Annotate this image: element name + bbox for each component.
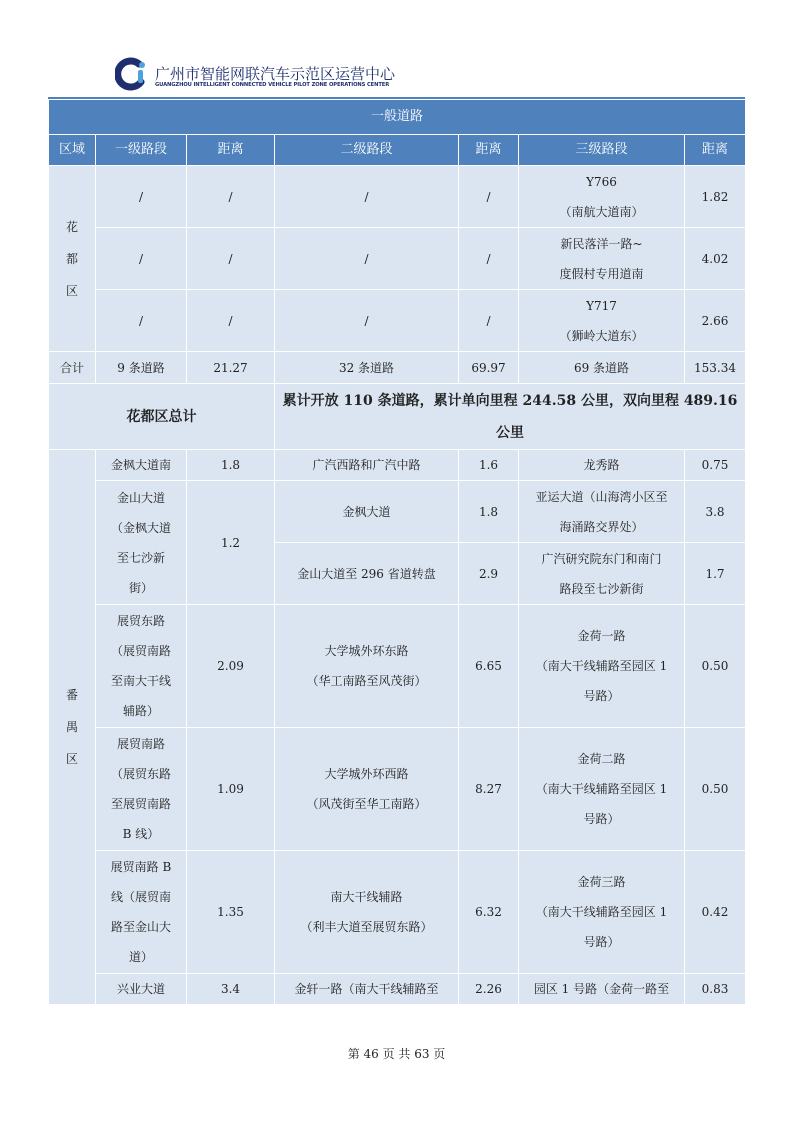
line: 广汽研究院东门和南门	[541, 551, 662, 566]
table-row	[49, 974, 746, 1005]
distance3-cell: 0.42	[685, 851, 746, 974]
line: 展贸东路	[116, 614, 165, 628]
distance2-cell: 2.9	[459, 543, 519, 605]
line: （风茂街至华工南路）	[306, 797, 427, 811]
level1-cell	[96, 605, 187, 728]
distance1-cell: 1.09	[187, 728, 275, 851]
level1-cell: 金枫大道南	[96, 450, 187, 481]
line: Y766	[586, 174, 617, 189]
level2-cell: 金枫大道	[275, 481, 459, 543]
level2-cell: /	[275, 228, 459, 290]
org-name-cn: 广州市智能网联汽车示范区运营中心	[155, 65, 396, 83]
line: （南大干线辅路至园区 1	[535, 905, 668, 919]
distance1-cell: /	[187, 290, 275, 352]
district-char: 花	[65, 219, 78, 234]
subtotal-row	[49, 352, 746, 384]
table-row	[49, 228, 746, 290]
level1-cell: 兴业大道	[96, 974, 187, 1005]
line: 号路）	[583, 812, 620, 826]
distance3-cell: 153.34	[685, 352, 746, 384]
level1-cell: /	[96, 166, 187, 228]
col-header-level3: 三级路段	[519, 135, 685, 166]
table-row	[49, 290, 746, 352]
district-char: 禺	[65, 720, 78, 734]
level3-cell	[519, 290, 685, 352]
level3-cell: 龙秀路	[519, 450, 685, 481]
district-cell-huadu	[49, 166, 96, 352]
table-row	[49, 605, 746, 728]
level2-cell	[275, 851, 459, 974]
line: 号路）	[583, 689, 620, 703]
level3-cell: 园区 1 号路（金荷一路至	[519, 974, 685, 1005]
line: （利丰大道至展贸东路）	[300, 920, 433, 934]
distance3-cell: 0.75	[685, 450, 746, 481]
table-title: 一般道路	[49, 100, 746, 135]
district-char: 都	[65, 251, 78, 266]
line: 亚运大道（山海湾小区至	[535, 489, 668, 504]
line: 路段至七沙新街	[559, 581, 644, 596]
level1-cell	[96, 481, 187, 605]
district-char: 区	[65, 283, 78, 298]
table-row	[49, 728, 746, 851]
distance2-cell: /	[459, 228, 519, 290]
level3-cell: 69 条道路	[519, 352, 685, 384]
distance1-cell: 1.35	[187, 851, 275, 974]
ci-logo-icon	[115, 57, 149, 91]
col-header-distance3: 距离	[685, 135, 746, 166]
distance3-cell: 4.02	[685, 228, 746, 290]
district-cell-panyu	[49, 450, 96, 1005]
distance2-cell: 2.26	[459, 974, 519, 1005]
level1-cell	[96, 851, 187, 974]
level2-cell: 广汽西路和广汽中路	[275, 450, 459, 481]
line: （南大干线辅路至园区 1	[535, 659, 668, 673]
line: 金山大道	[116, 490, 165, 505]
distance3-cell: 0.50	[685, 605, 746, 728]
distance3-cell: 0.83	[685, 974, 746, 1005]
org-name-en: GUANGZHOU INTELLIGENT CONNECTED VEHICLE PILOT ZONE OPERATIONS CENTER	[155, 82, 390, 88]
distance2-cell: 69.97	[459, 352, 519, 384]
line: 道）	[128, 950, 153, 964]
line: 大学城外环西路	[324, 767, 409, 781]
line: （金枫大道	[110, 520, 171, 535]
total-text: 累计开放 110 条道路，累计单向里程 244.58 公里，双向里程 489.16 公里	[275, 384, 746, 450]
line: （华工南路至风茂街）	[306, 674, 427, 688]
table-row	[49, 851, 746, 974]
col-header-distance1: 距离	[187, 135, 275, 166]
line: （南航大道南）	[559, 204, 644, 219]
line: 辅路）	[122, 704, 159, 718]
level2-cell	[275, 605, 459, 728]
distance3-cell: 2.66	[685, 290, 746, 352]
distance1-cell: /	[187, 166, 275, 228]
district-char: 区	[65, 752, 78, 766]
total-row	[49, 384, 746, 450]
line: （展贸南路	[110, 644, 171, 658]
line: 南大干线辅路	[330, 890, 403, 904]
level3-cell	[519, 228, 685, 290]
general-roads-table	[48, 99, 746, 1005]
level2-cell: 金山大道至 296 省道转盘	[275, 543, 459, 605]
distance2-cell: 1.8	[459, 481, 519, 543]
line: 新民落洋一路~	[560, 236, 643, 251]
distance2-cell: 6.32	[459, 851, 519, 974]
distance1-cell: 1.8	[187, 450, 275, 481]
line: B 线）	[122, 827, 160, 841]
level3-cell	[519, 728, 685, 851]
table-row	[49, 450, 746, 481]
table-header-row	[49, 135, 746, 166]
page-number: 第 46 页 共 63 页	[347, 1047, 446, 1061]
line: 至南大干线	[110, 674, 171, 688]
distance2-cell: 8.27	[459, 728, 519, 851]
subtotal-label: 合计	[49, 352, 96, 384]
table-row	[49, 481, 746, 543]
line: 线（展贸南	[110, 890, 171, 904]
line: 至七沙新	[116, 550, 165, 565]
distance2-cell: /	[459, 166, 519, 228]
col-header-level2: 二级路段	[275, 135, 459, 166]
level2-cell: /	[275, 166, 459, 228]
distance3-cell: 1.82	[685, 166, 746, 228]
level1-cell	[96, 728, 187, 851]
table-row	[49, 166, 746, 228]
line: 金荷一路	[577, 629, 626, 643]
distance3-cell: 0.50	[685, 728, 746, 851]
line: （狮岭大道东）	[559, 328, 644, 343]
distance3-cell: 3.8	[685, 481, 746, 543]
level2-cell: 金轩一路（南大干线辅路至	[275, 974, 459, 1005]
line: 号路）	[583, 935, 620, 949]
level1-cell: /	[96, 290, 187, 352]
line: 展贸南路 B	[110, 860, 172, 874]
level2-cell: 32 条道路	[275, 352, 459, 384]
distance1-cell: 3.4	[187, 974, 275, 1005]
level2-cell	[275, 728, 459, 851]
distance3-cell: 1.7	[685, 543, 746, 605]
level3-cell	[519, 543, 685, 605]
level1-cell: 9 条道路	[96, 352, 187, 384]
distance2-cell: /	[459, 290, 519, 352]
line: （展贸东路	[110, 767, 171, 781]
line: 展贸南路	[116, 737, 165, 751]
distance1-cell: 2.09	[187, 605, 275, 728]
line: 海涌路交界处）	[559, 519, 644, 534]
line: 路至金山大	[110, 920, 171, 934]
district-char: 番	[65, 688, 78, 702]
line: Y717	[586, 298, 617, 313]
level3-cell	[519, 481, 685, 543]
col-header-level1: 一级路段	[96, 135, 187, 166]
distance1-cell: 1.2	[187, 481, 275, 605]
document-header	[115, 55, 395, 95]
line: （南大干线辅路至园区 1	[535, 782, 668, 796]
col-header-distance2: 距离	[459, 135, 519, 166]
level1-cell: /	[96, 228, 187, 290]
col-header-district: 区域	[49, 135, 96, 166]
level2-cell: /	[275, 290, 459, 352]
line: 街）	[128, 580, 153, 595]
table-title-row	[49, 100, 746, 135]
line: 大学城外环东路	[324, 644, 409, 658]
total-label: 花都区总计	[49, 384, 275, 450]
distance2-cell: 6.65	[459, 605, 519, 728]
level3-cell	[519, 605, 685, 728]
line: 金荷三路	[577, 875, 626, 889]
line: 至展贸南路	[110, 797, 171, 811]
distance1-cell: 21.27	[187, 352, 275, 384]
distance2-cell: 1.6	[459, 450, 519, 481]
level3-cell	[519, 166, 685, 228]
level3-cell	[519, 851, 685, 974]
line: 度假村专用道南	[559, 266, 644, 281]
distance1-cell: /	[187, 228, 275, 290]
line: 金荷二路	[577, 752, 626, 766]
